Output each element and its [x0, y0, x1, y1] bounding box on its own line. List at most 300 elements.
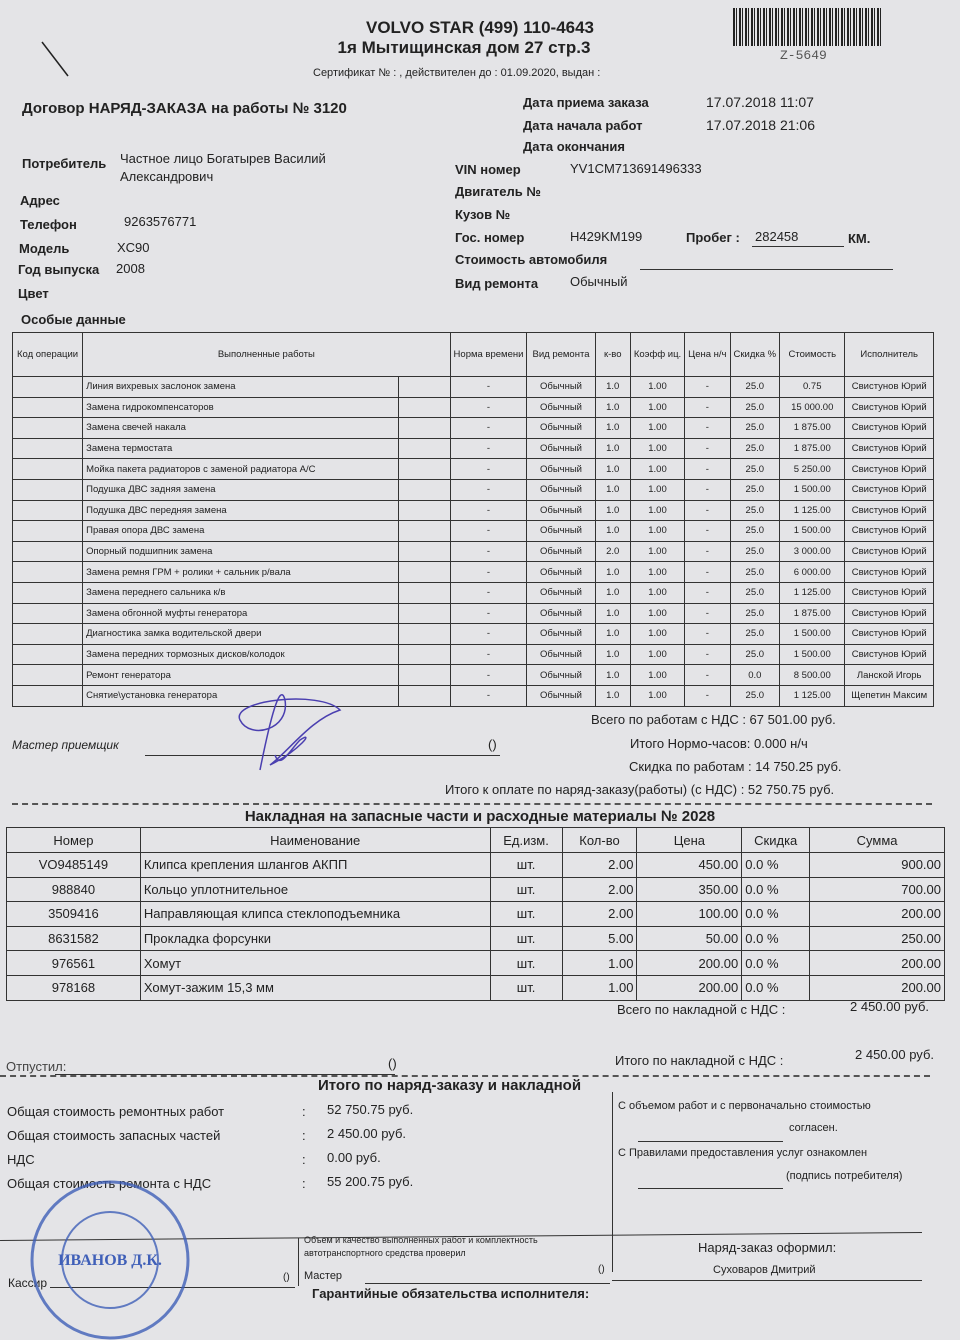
works-cell-blank	[399, 377, 450, 398]
year-label: Год выпуска	[18, 262, 100, 277]
works-header-cell: Скидка %	[730, 333, 780, 377]
summary-label: Общая стоимость ремонтных работ	[7, 1104, 225, 1119]
parts-header-cell: Скидка	[742, 828, 810, 853]
works-cell: Обычный	[527, 541, 595, 562]
works-row	[13, 541, 934, 562]
works-cell-blank	[399, 624, 450, 645]
works-cell: 1.0	[595, 521, 630, 542]
parts-row	[7, 877, 945, 902]
parts-cell: 976561	[7, 951, 141, 976]
works-cell: -	[685, 562, 730, 583]
model: XC90	[117, 240, 150, 255]
works-cell: Свистунов Юрий	[845, 397, 934, 418]
parts-cell: 2.00	[562, 902, 637, 927]
works-cell-blank	[399, 685, 450, 706]
works-cell: Обычный	[527, 562, 595, 583]
works-cell: 1.00	[630, 644, 684, 665]
parts-cell: 100.00	[637, 902, 742, 927]
works-cell: -	[685, 665, 730, 686]
parts-cell: Хомут-зажим 15,3 мм	[140, 975, 490, 1000]
works-cell	[13, 685, 83, 706]
check-text-1: Объем и качество выполненных работ и комплектность	[304, 1235, 538, 1245]
mileage: 282458	[755, 229, 799, 244]
body-label: Кузов №	[455, 207, 511, 222]
works-payable: Итого к оплате по наряд-заказу(работы) (с НДС) : 52 750.75 руб.	[445, 782, 835, 797]
agreement-rules: С Правилами предоставления услуг ознакомлен	[618, 1147, 868, 1159]
works-cell: 25.0	[730, 377, 780, 398]
works-cell-blank	[399, 397, 450, 418]
works-cell: Обычный	[527, 665, 595, 686]
works-header-cell: Выполненные работы	[83, 333, 450, 377]
parts-cell: 200.00	[637, 975, 742, 1000]
works-cell-blank	[399, 541, 450, 562]
works-cell: 1.00	[630, 438, 684, 459]
works-cell	[13, 397, 83, 418]
works-cell: Снятие\установка генератора	[83, 685, 399, 706]
works-cell: 1.00	[630, 479, 684, 500]
works-cell: 25.0	[730, 438, 780, 459]
works-cell: 5 250.00	[780, 459, 845, 480]
master-sign-paren: ()	[598, 1264, 605, 1275]
works-cell: -	[685, 377, 730, 398]
works-cell: -	[450, 418, 527, 439]
parts-cell: 1.00	[562, 951, 637, 976]
works-row	[13, 685, 934, 706]
parts-cell: 50.00	[637, 926, 742, 951]
repair-type: Обычный	[570, 274, 628, 289]
phone-label: Телефон	[20, 217, 77, 232]
parts-title: Накладная на запасные части и расходные материалы № 2028	[244, 808, 716, 825]
parts-header-cell: Ед.изм.	[490, 828, 562, 853]
works-cell: Свистунов Юрий	[845, 521, 934, 542]
parts-cell: шт.	[490, 902, 562, 927]
parts-cell: 0.0 %	[742, 975, 810, 1000]
parts-cell: 200.00	[637, 951, 742, 976]
released-label: Отпустил:	[6, 1059, 67, 1074]
summary-label: НДС	[7, 1152, 35, 1167]
works-table	[12, 332, 934, 707]
summary-label: Общая стоимость запасных частей	[7, 1128, 221, 1143]
works-cell: -	[450, 644, 527, 665]
company-stamp	[22, 1165, 197, 1340]
works-row	[13, 500, 934, 521]
parts-row	[7, 975, 945, 1000]
parts-total: 2 450.00 руб.	[850, 999, 930, 1014]
works-cell: 1.0	[595, 438, 630, 459]
works-cell-blank	[399, 438, 450, 459]
works-header-cell: Коэфф иц.	[630, 333, 684, 377]
summary-colon: :	[302, 1128, 306, 1143]
works-cell-blank	[399, 665, 450, 686]
works-cell: Линия вихревых заслонок замена	[83, 377, 399, 398]
works-cell: 1.0	[595, 397, 630, 418]
works-cell: Опорный подшипник замена	[83, 541, 399, 562]
works-cell: 1.00	[630, 624, 684, 645]
works-cell: -	[450, 459, 527, 480]
works-cell: Замена ремня ГРМ + ролики + сальник р/вала	[83, 562, 399, 583]
works-cell	[13, 582, 83, 603]
repair-type-label: Вид ремонта	[455, 276, 539, 291]
works-cell: 3 000.00	[780, 541, 845, 562]
works-cell: 25.0	[730, 644, 780, 665]
works-cell: 1.00	[630, 603, 684, 624]
works-cell: Свистунов Юрий	[845, 603, 934, 624]
parts-cell: 1.00	[562, 975, 637, 1000]
works-cell: 1 500.00	[780, 624, 845, 645]
works-cell: Обычный	[527, 624, 595, 645]
works-cell: Обычный	[527, 644, 595, 665]
agreement-scope: С объемом работ и с первоначально стоимостью	[618, 1100, 871, 1112]
works-cell: -	[685, 603, 730, 624]
works-header-cell: к-во	[595, 333, 630, 377]
works-cell: 1.0	[595, 562, 630, 583]
works-cell: 1 125.00	[780, 582, 845, 603]
works-cell: -	[685, 644, 730, 665]
works-cell-blank	[399, 562, 450, 583]
works-cell: Обычный	[527, 582, 595, 603]
works-cell	[13, 603, 83, 624]
works-cell: 0.75	[780, 377, 845, 398]
works-row	[13, 582, 934, 603]
works-cell	[13, 438, 83, 459]
works-cell-blank	[399, 521, 450, 542]
check-text-2: автотранспортного средства проверил	[304, 1248, 466, 1258]
works-row	[13, 438, 934, 459]
works-header-cell: Норма времени	[450, 333, 527, 377]
engine-label: Двигатель №	[455, 184, 541, 199]
works-cell: Свистунов Юрий	[845, 377, 934, 398]
works-cell: Свистунов Юрий	[845, 541, 934, 562]
parts-cell: шт.	[490, 951, 562, 976]
works-cell: Свистунов Юрий	[845, 500, 934, 521]
works-cell: -	[685, 397, 730, 418]
works-cell	[13, 644, 83, 665]
summary-value: 55 200.75 руб.	[327, 1174, 414, 1189]
works-row	[13, 418, 934, 439]
works-cell: Диагностика замка водительской двери	[83, 624, 399, 645]
consumer-line2: Александрович	[120, 169, 214, 184]
works-cell: 1.0	[595, 603, 630, 624]
works-cell: Свистунов Юрий	[845, 418, 934, 439]
works-cell: -	[685, 438, 730, 459]
works-cell: 1.0	[595, 624, 630, 645]
works-cell: -	[450, 562, 527, 583]
works-cell: 25.0	[730, 685, 780, 706]
parts-cell: Хомут	[140, 951, 490, 976]
works-cell	[13, 624, 83, 645]
parts-cell: шт.	[490, 853, 562, 878]
works-cell: Обычный	[527, 459, 595, 480]
works-row	[13, 479, 934, 500]
works-cell: 1.0	[595, 665, 630, 686]
works-cell-blank	[399, 418, 450, 439]
works-cell: Свистунов Юрий	[845, 644, 934, 665]
year: 2008	[116, 261, 145, 276]
parts-cell: 5.00	[562, 926, 637, 951]
parts-row	[7, 853, 945, 878]
works-cell: 1.0	[595, 500, 630, 521]
works-row	[13, 644, 934, 665]
vin-label: VIN номер	[455, 162, 521, 177]
company-address: 1я Мытищинская дом 27 стр.3	[337, 38, 591, 57]
works-cell: -	[450, 582, 527, 603]
works-cell: -	[685, 418, 730, 439]
parts-cell: 0.0 %	[742, 877, 810, 902]
agreement-agree: согласен.	[789, 1122, 838, 1134]
mileage-unit: КМ.	[848, 231, 871, 246]
model-label: Модель	[19, 241, 70, 256]
works-cell: -	[450, 665, 527, 686]
stamp-name: ИВАНОВ Д.К.	[58, 1252, 162, 1269]
works-cell: 1.00	[630, 377, 684, 398]
works-cell	[13, 665, 83, 686]
cashier-label: Кассир	[8, 1276, 48, 1290]
works-cell: 1.0	[595, 459, 630, 480]
summary-title: Итого по наряд-заказу и накладной	[318, 1077, 582, 1094]
summary-colon: :	[302, 1104, 306, 1119]
date-received-label: Дата приема заказа	[523, 95, 649, 110]
works-cell: -	[450, 541, 527, 562]
works-cell: Замена обгонной муфты генератора	[83, 603, 399, 624]
summary-value: 0.00 руб.	[327, 1150, 381, 1165]
vin: YV1CM713691496333	[570, 161, 702, 176]
works-cell: 25.0	[730, 624, 780, 645]
works-cell: -	[685, 685, 730, 706]
works-cell: Обычный	[527, 685, 595, 706]
parts-cell: 200.00	[810, 951, 945, 976]
parts-cell: 3509416	[7, 902, 141, 927]
works-cell: 25.0	[730, 541, 780, 562]
works-cell: 1.0	[595, 418, 630, 439]
works-cell	[13, 377, 83, 398]
works-header-cell: Вид ремонта	[527, 333, 595, 377]
works-cell: 1.0	[595, 582, 630, 603]
works-cell: -	[685, 582, 730, 603]
parts-cell: Направляющая клипса стеклоподъемника	[140, 902, 490, 927]
parts-header-cell: Кол-во	[562, 828, 637, 853]
plate: H429KM199	[570, 229, 643, 244]
parts-cell: VO9485149	[7, 853, 141, 878]
works-row	[13, 521, 934, 542]
works-cell: 1 500.00	[780, 479, 845, 500]
works-header-cell: Код операции	[13, 333, 83, 377]
works-cell: Правая опора ДВС замена	[83, 521, 399, 542]
summary-value: 52 750.75 руб.	[327, 1102, 414, 1117]
works-cell-blank	[399, 479, 450, 500]
works-cell: 25.0	[730, 459, 780, 480]
works-cell: 25.0	[730, 582, 780, 603]
color-label: Цвет	[18, 286, 49, 301]
parts-header-cell: Сумма	[810, 828, 945, 853]
works-cell: -	[450, 603, 527, 624]
summary-colon: :	[302, 1176, 306, 1191]
master-paren: ()	[488, 737, 497, 752]
parts-cell: 700.00	[810, 877, 945, 902]
parts-cell: 8631582	[7, 926, 141, 951]
released-paren: ()	[388, 1056, 397, 1071]
date-received: 17.07.2018 11:07	[706, 94, 814, 110]
parts-cell: Клипса крепления шлангов АКПП	[140, 853, 490, 878]
parts-row	[7, 951, 945, 976]
works-discount: Скидка по работам : 14 750.25 руб.	[629, 759, 842, 774]
consumer: Частное лицо Богатырев Василий	[120, 151, 326, 166]
issued-by-label: Наряд-заказ оформил:	[698, 1240, 837, 1255]
works-cell: -	[450, 438, 527, 459]
barcode-code: Z-5649	[780, 48, 827, 63]
works-cell: Замена гидрокомпенсаторов	[83, 397, 399, 418]
mileage-label: Пробег :	[686, 230, 740, 245]
works-cell: -	[450, 500, 527, 521]
phone: 9263576771	[124, 214, 197, 229]
works-cell: 1.00	[630, 562, 684, 583]
works-cell: 1 125.00	[780, 500, 845, 521]
parts-total2-label: Итого по накладной с НДС :	[615, 1053, 784, 1068]
works-cell: -	[685, 624, 730, 645]
works-cell: 1 125.00	[780, 685, 845, 706]
works-cell: -	[685, 459, 730, 480]
works-cell: Свистунов Юрий	[845, 624, 934, 645]
works-row	[13, 603, 934, 624]
works-cell: 15 000.00	[780, 397, 845, 418]
car-cost-label: Стоимость автомобиля	[455, 252, 608, 267]
works-cell: -	[450, 397, 527, 418]
works-row	[13, 377, 934, 398]
works-cell-blank	[399, 644, 450, 665]
parts-total2: 2 450.00 руб.	[855, 1047, 935, 1062]
works-row	[13, 397, 934, 418]
master-label: Мастер	[304, 1270, 343, 1282]
works-cell: 1 875.00	[780, 438, 845, 459]
parts-header-cell: Номер	[7, 828, 141, 853]
works-cell	[13, 541, 83, 562]
parts-cell: 250.00	[810, 926, 945, 951]
date-start: 17.07.2018 21:06	[706, 117, 815, 133]
works-row	[13, 665, 934, 686]
works-cell: 1.00	[630, 397, 684, 418]
works-cell: 1.00	[630, 418, 684, 439]
works-row	[13, 459, 934, 480]
works-cell: Свистунов Юрий	[845, 459, 934, 480]
certificate: Сертификат № : , действителен до : 01.09.2020, выдан :	[313, 67, 601, 79]
works-cell-blank	[399, 500, 450, 521]
works-cell: Замена передних тормозных дисков/колодок	[83, 644, 399, 665]
works-cell: Обычный	[527, 479, 595, 500]
parts-cell: 0.0 %	[742, 951, 810, 976]
address-label: Адрес	[20, 193, 60, 208]
works-cell: 8 500.00	[780, 665, 845, 686]
works-cell: 1.0	[595, 644, 630, 665]
works-total: Всего по работам с НДС : 67 501.00 руб.	[591, 712, 836, 727]
warranty-title: Гарантийные обязательства исполнителя:	[312, 1286, 590, 1301]
parts-cell: 0.0 %	[742, 853, 810, 878]
parts-cell: 0.0 %	[742, 902, 810, 927]
works-cell: Подушка ДВС передняя замена	[83, 500, 399, 521]
works-cell: Ланской Игорь	[845, 665, 934, 686]
summary-label: Общая стоимость ремонта с НДС	[7, 1176, 212, 1191]
works-cell: -	[685, 500, 730, 521]
works-cell: Подушка ДВС задняя замена	[83, 479, 399, 500]
parts-cell: Прокладка форсунки	[140, 926, 490, 951]
parts-cell: 350.00	[637, 877, 742, 902]
works-cell: -	[450, 685, 527, 706]
works-header-cell: Стоимость	[780, 333, 845, 377]
norm-hours-total: Итого Нормо-часов: 0.000 н/ч	[630, 736, 808, 751]
master-receiver-label: Мастер приемщик	[12, 738, 119, 752]
consumer-signature-label: (подпись потребителя)	[786, 1170, 903, 1182]
parts-cell: шт.	[490, 926, 562, 951]
works-cell: Обычный	[527, 603, 595, 624]
works-cell	[13, 500, 83, 521]
date-end-label: Дата окончания	[523, 139, 625, 154]
parts-cell: 450.00	[637, 853, 742, 878]
works-cell	[13, 521, 83, 542]
works-cell: 1 500.00	[780, 521, 845, 542]
parts-table	[6, 827, 945, 1001]
works-cell: Свистунов Юрий	[845, 438, 934, 459]
works-cell: 1.0	[595, 685, 630, 706]
works-cell-blank	[399, 582, 450, 603]
works-cell: Ремонт генератора	[83, 665, 399, 686]
works-cell: 25.0	[730, 521, 780, 542]
works-cell: Свистунов Юрий	[845, 582, 934, 603]
parts-cell: Кольцо уплотнительное	[140, 877, 490, 902]
parts-cell: 900.00	[810, 853, 945, 878]
works-cell: 1.00	[630, 582, 684, 603]
works-cell: -	[450, 479, 527, 500]
works-cell: Обычный	[527, 418, 595, 439]
works-cell: 1 500.00	[780, 644, 845, 665]
works-cell: 25.0	[730, 603, 780, 624]
works-cell: Свистунов Юрий	[845, 479, 934, 500]
works-cell: -	[685, 541, 730, 562]
works-cell: 2.0	[595, 541, 630, 562]
works-cell: Обычный	[527, 521, 595, 542]
works-cell-blank	[399, 459, 450, 480]
works-cell: 25.0	[730, 562, 780, 583]
summary-colon: :	[302, 1152, 306, 1167]
works-cell: Обычный	[527, 397, 595, 418]
parts-cell: 2.00	[562, 877, 637, 902]
works-cell: 1 875.00	[780, 603, 845, 624]
works-cell: Обычный	[527, 438, 595, 459]
company-name: VOLVO STAR (499) 110-4643	[365, 18, 595, 37]
parts-cell: 978168	[7, 975, 141, 1000]
works-cell: Обычный	[527, 377, 595, 398]
works-cell: 1 875.00	[780, 418, 845, 439]
works-cell: 25.0	[730, 418, 780, 439]
works-cell: 1.00	[630, 500, 684, 521]
works-cell: Обычный	[527, 500, 595, 521]
order-title: Договор НАРЯД-ЗАКАЗА на работы № 3120	[22, 100, 347, 117]
works-cell: -	[450, 624, 527, 645]
parts-cell: шт.	[490, 975, 562, 1000]
works-cell: 6 000.00	[780, 562, 845, 583]
parts-header-cell: Цена	[637, 828, 742, 853]
works-cell: 1.00	[630, 665, 684, 686]
works-cell: 1.00	[630, 521, 684, 542]
works-row	[13, 624, 934, 645]
works-cell: Щепетин Максим	[845, 685, 934, 706]
cashier-paren: ()	[283, 1272, 290, 1283]
parts-cell: 988840	[7, 877, 141, 902]
works-cell	[13, 479, 83, 500]
works-cell	[13, 562, 83, 583]
works-row	[13, 562, 934, 583]
works-cell: Замена термостата	[83, 438, 399, 459]
works-cell: 25.0	[730, 479, 780, 500]
works-cell: -	[450, 377, 527, 398]
works-cell: -	[450, 521, 527, 542]
